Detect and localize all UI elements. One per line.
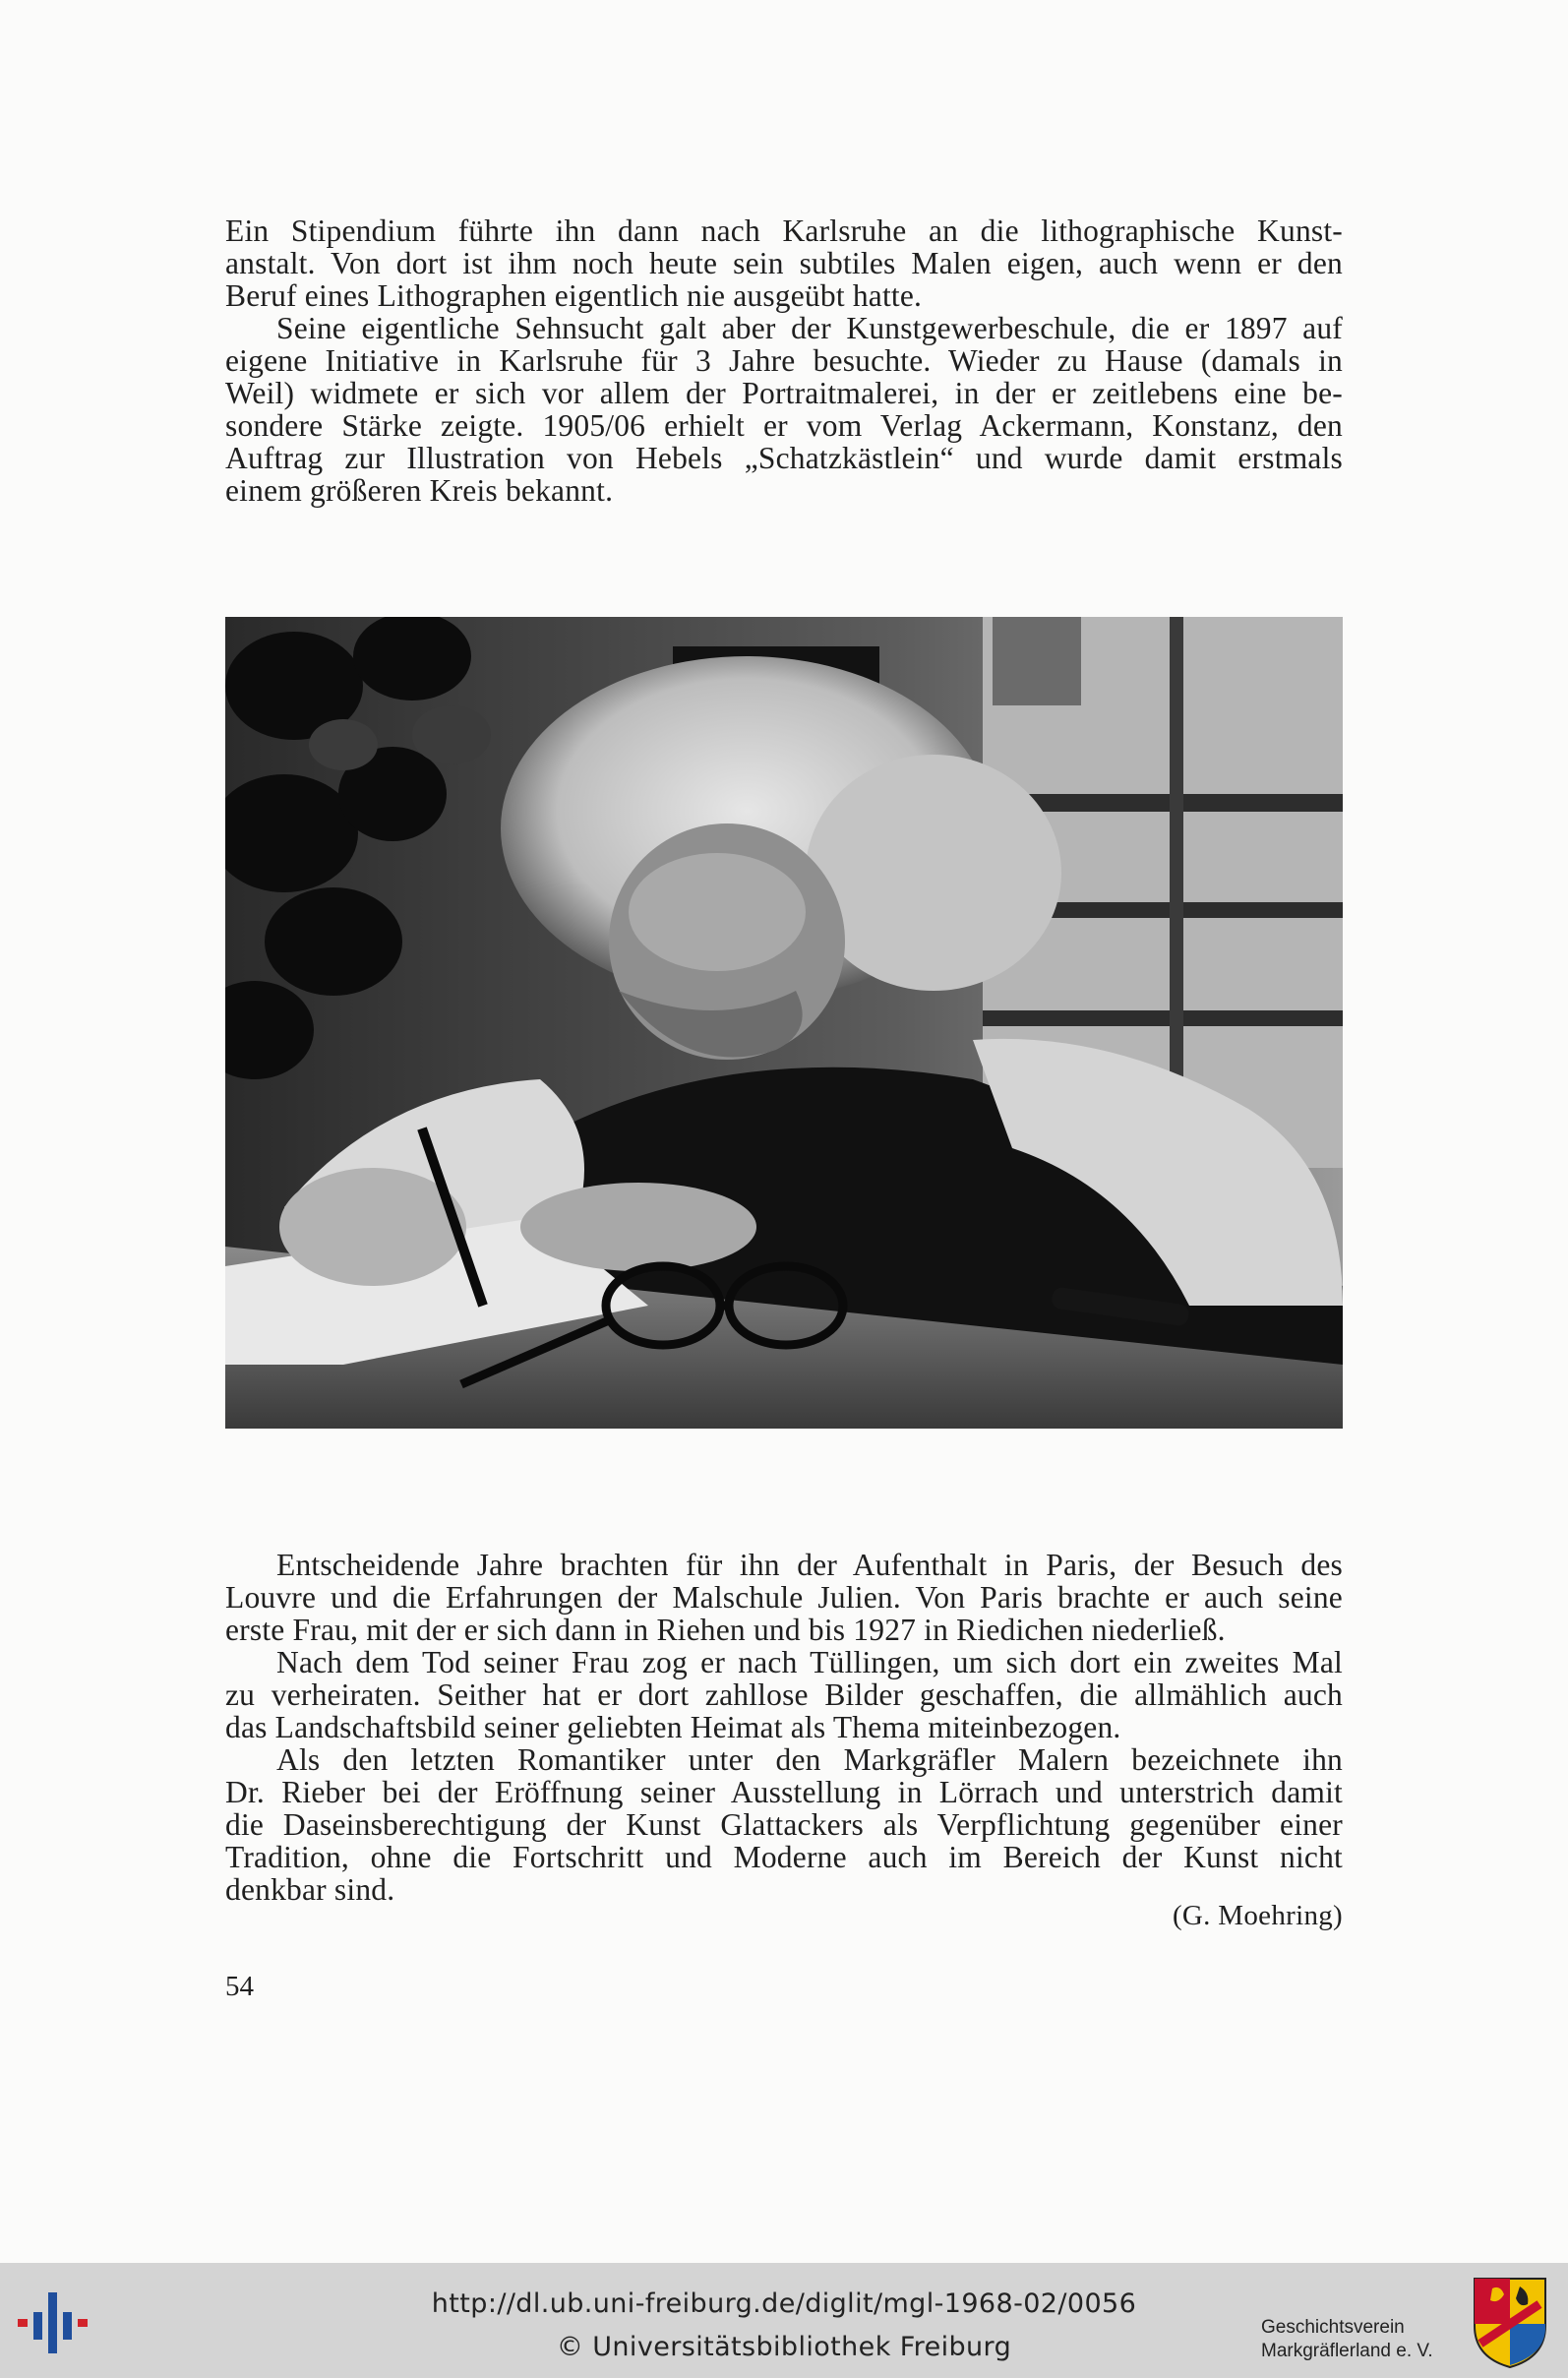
paragraph-bottom-3 — [225, 1743, 1343, 1906]
text-line: denkbar sind. — [225, 1872, 395, 1907]
text-line: zu verheiraten. Seither hat er dort zahllose Bilder geschaffen, die allmählich auch — [225, 1677, 1343, 1712]
text-line: sondere Stärke zeigte. 1905/06 erhielt er vom Verlag Ackermann, Konstanz, den — [225, 408, 1343, 443]
text-line: Ein Stipendium führte ihn dann nach Karlsruhe an die lithographische Kunst- — [225, 213, 1343, 248]
page-number: 54 — [225, 1971, 254, 2002]
text-line: Seine eigentliche Sehnsucht galt aber der Kunstgewerbeschule, die er 1897 auf — [276, 311, 1343, 345]
portrait-photo-illustration — [225, 617, 1343, 1429]
text-line: Als den letzten Romantiker unter den Markgräfler Malern bezeichnete ihn — [276, 1742, 1343, 1777]
society-line-1: Geschichtsverein — [1261, 2317, 1405, 2338]
text-line: das Landschaftsbild seiner geliebten Heimat als Thema miteinbezogen. — [225, 1710, 1121, 1744]
text-block-bottom — [225, 1549, 1343, 1906]
text-line: Entscheidende Jahre brachten für ihn der Aufenthalt in Paris, der Besuch des — [276, 1548, 1343, 1582]
paragraph-top-2 — [225, 312, 1343, 507]
text-block-top — [225, 214, 1343, 507]
text-line: Weil) widmete er sich vor allem der Portraitmalerei, in der er zeitlebens eine be- — [225, 376, 1343, 410]
text-line: Nach dem Tod seiner Frau zog er nach Tüllingen, um sich dort ein zweites Mal — [276, 1645, 1343, 1679]
copyright-notice: © Universitätsbibliothek Freiburg — [556, 2332, 1012, 2362]
paragraph-bottom-1 — [225, 1549, 1343, 1646]
society-name — [1261, 2316, 1433, 2363]
text-line: anstalt. Von dort ist ihm noch heute sein subtiles Malen eigen, auch wenn er den — [225, 246, 1343, 280]
text-line: Dr. Rieber bei der Eröffnung seiner Ausstellung in Lörrach und unterstrich damit — [225, 1775, 1343, 1809]
text-line: erste Frau, mit der er sich dann in Riehen und bis 1927 in Riedichen niederließ. — [225, 1613, 1226, 1647]
text-line: Auftrag zur Illustration von Hebels „Schatzkästlein“ und wurde damit erstmals — [225, 441, 1343, 475]
author-signature: (G. Moehring) — [1172, 1900, 1343, 1931]
text-line: Tradition, ohne die Fortschritt und Moderne auch im Bereich der Kunst nicht — [225, 1840, 1343, 1874]
portrait-photo — [225, 617, 1343, 1429]
text-line: Louvre und die Erfahrungen der Malschule Julien. Von Paris brachte er auch seine — [225, 1580, 1343, 1615]
footer-bar — [0, 2263, 1568, 2378]
society-line-2: Markgräflerland e. V. — [1261, 2341, 1433, 2361]
text-line: eigene Initiative in Karlsruhe für 3 Jahre besuchte. Wieder zu Hause (damals in — [225, 343, 1343, 378]
paragraph-top-1 — [225, 214, 1343, 312]
text-line: Beruf eines Lithographen eigentlich nie ausgeübt hatte. — [225, 278, 923, 313]
text-line: die Daseinsberechtigung der Kunst Glattackers als Verpflichtung gegenüber einer — [225, 1807, 1343, 1842]
permalink-url[interactable]: http://dl.ub.uni-freiburg.de/diglit/mgl-1968-02/0056 — [431, 2288, 1137, 2319]
paragraph-bottom-2 — [225, 1646, 1343, 1743]
text-line: einem größeren Kreis bekannt. — [225, 473, 614, 508]
coat-of-arms-icon[interactable] — [1471, 2275, 1549, 2369]
